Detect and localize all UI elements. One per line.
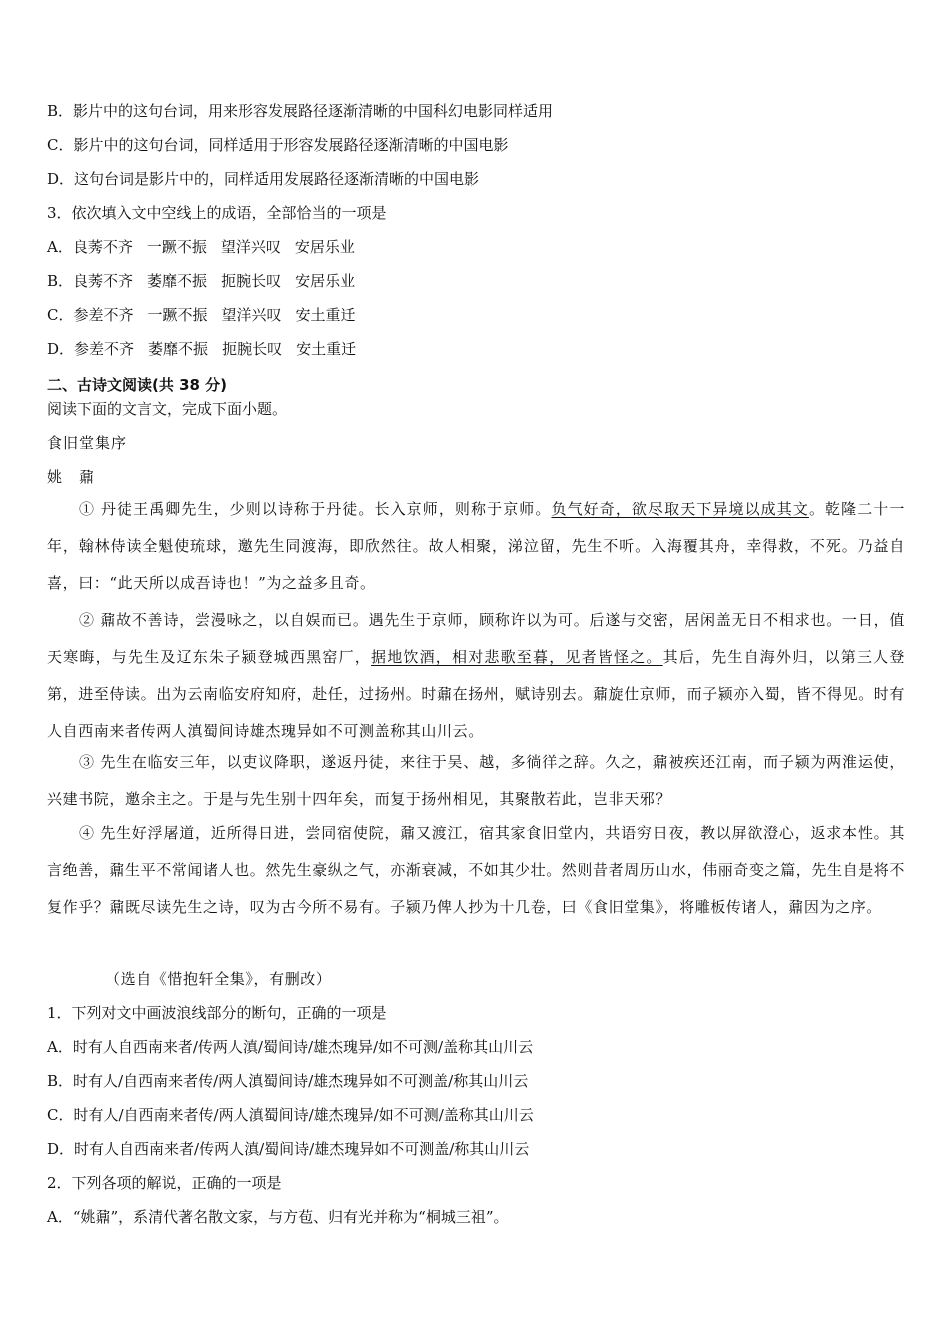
passage-source: （选自《惜抱轩全集》，有删改） (105, 970, 332, 988)
question-1-option-c: C．时有人/自西南来者传/两人滇蜀间诗/雄杰瑰异/如不可测/盖称其山川云 (47, 1106, 534, 1124)
passage-paragraph-1: ① 丹徒王禹卿先生，少则以诗称于丹徒。长入京师，则称于京师。负气好奇，欲尽取天下异境以成其文。乾隆二十一年，翰林侍读全魁使琉球，邀先生同渡海，即欣然往。故人相聚，涕泣留，先生不听。入海覆其舟，幸得救，不死。乃益自喜，曰：“此天所以成吾诗也！”为之益多且奇。 (47, 500, 905, 592)
question-2-option-a: A．“姚鼐”，系清代著名散文家，与方苞、归有光并称为“桐城三祖”。 (47, 1208, 509, 1226)
question-3-option-d: D．参差不齐 萎靡不振 扼腕长叹 安土重迁 (47, 340, 357, 358)
passage-paragraph-4: ④ 先生好浮屠道，近所得日进，尝同宿使院，鼐又渡江，宿其家食旧堂内，共语穷日夜，教以屏欲澄心，返求本性。其言绝善，鼐生平不常闻诸人也。然先生豪纵之气，亦渐衰减，不如其少壮。然则昔者周历山水，伟丽奇变之篇，先生自是将不复作乎？鼐既尽读先生之诗，叹为古今所不易有。子颍乃俾人抄为十几卷，曰《食旧堂集》，将雕板传诸人，鼐因为之序。 (47, 824, 906, 916)
passage-author: 姚 鼐 (47, 468, 96, 486)
section-heading: 二、古诗文阅读(共 38 分) (47, 376, 228, 394)
section-instruction: 阅读下面的文言文，完成下面小题。 (47, 400, 288, 418)
option-c-prev: C．影片中的这句台词，同样适用于形容发展路径逐渐清晰的中国电影 (47, 136, 509, 154)
question-2-stem: 2．下列各项的解说，正确的一项是 (47, 1174, 282, 1192)
option-d-prev: D．这句台词是影片中的，同样适用发展路径逐渐清晰的中国电影 (47, 170, 480, 188)
question-3-option-b: B．良莠不齐 萎靡不振 扼腕长叹 安居乐业 (47, 272, 356, 290)
passage-paragraph-3: ③ 先生在临安三年，以吏议降职，遂返丹徒，来往于吴、越，多徜徉之辞。久之，鼐被疾还江南，而子颍为两淮运使，兴建书院，邀余主之。于是与先生别十四年矣，而复于扬州相见，其聚散若此，岂非天邪？ (47, 753, 905, 808)
question-3-option-a: A．良莠不齐 一蹶不振 望洋兴叹 安居乐业 (47, 238, 355, 256)
passage-paragraph-2: ② 鼐故不善诗，尝漫咏之，以自娱而已。遇先生于京师，顾称许以为可。后遂与交密，居闲盖无日不相求也。一日，值天寒晦，与先生及辽东朱子颍登城西黑窑厂，据地饮酒，相对悲歌至暮，见者皆怪之。其后，先生自海外归，以第三人登第，进至侍读。出为云南临安府知府，赴任，过扬州。时鼐在扬州，赋诗别去。鼐旋仕京师，而子颍亦入蜀，皆不得见。时有人自西南来者传两人滇蜀间诗雄杰瑰异如不可测盖称其山川云。 (47, 611, 906, 740)
question-1-option-b: B．时有人/自西南来者传/两人滇蜀间诗/雄杰瑰异如不可测盖/称其山川云 (47, 1072, 529, 1090)
passage-title: 食旧堂集序 (47, 434, 128, 452)
question-3-stem: 3．依次填入文中空线上的成语，全部恰当的一项是 (47, 204, 387, 222)
question-1-option-d: D．时有人自西南来者/传两人滇/蜀间诗/雄杰瑰异如不可测盖/称其山川云 (47, 1140, 530, 1158)
underlined-phrase-2: 据地饮酒，相对悲歌至暮，见者皆怪之。 (371, 648, 663, 666)
question-1-stem: 1．下列对文中画波浪线部分的断句，正确的一项是 (47, 1004, 387, 1022)
underlined-phrase-1: 负气好奇，欲尽取天下异境以成其文 (551, 500, 809, 518)
option-b-prev: B．影片中的这句台词，用来形容发展路径逐渐清晰的中国科幻电影同样适用 (47, 102, 554, 120)
question-3-option-c: C．参差不齐 一蹶不振 望洋兴叹 安土重迁 (47, 306, 356, 324)
question-1-option-a: A．时有人自西南来者/传两人滇/蜀间诗/雄杰瑰异/如不可测/盖称其山川云 (47, 1038, 534, 1056)
